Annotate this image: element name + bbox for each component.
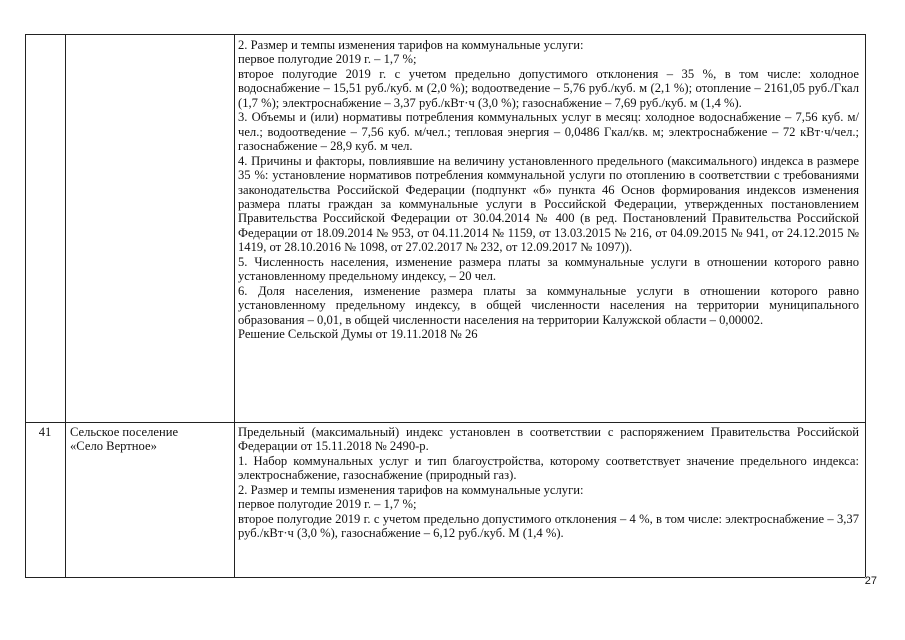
row-divider	[25, 422, 865, 423]
settlement-name-line-1: Сельское поселение	[70, 425, 179, 439]
table-border-top	[25, 34, 865, 35]
paragraph-first-half: первое полугодие 2019 г. – 1,7 %;	[238, 497, 417, 512]
table-border-bottom	[25, 577, 865, 578]
description-cell	[238, 38, 859, 342]
paragraph-population-count: 5. Численность населения, изменение размера платы за коммунальные услуги в отношении которого равно установленному предельному индексу, – 20 чел.	[238, 254, 859, 284]
description-cell	[238, 425, 859, 541]
paragraph-services-set: 1. Набор коммунальных услуг и тип благоустройства, которому соответствует значение предельного индекса: электроснабжение, газоснабжение (природный газ).	[238, 453, 859, 483]
settlement-name-line-2: «Село Вертное»	[70, 439, 157, 454]
settlement-name-cell	[70, 425, 230, 454]
paragraph-reasons: 4. Причины и факторы, повлиявшие на величину установленного предельного (максимального) индекса в размере 35 %: установление нормативов потребления коммунальной услуги по отоплению в соответствии с требованиями законодательства Российской Федерации (подпункт «б» пункта 46 Основ формирования индексов изменения размера платы граждан за коммунальные услуги в Российской Федерации, утвержденных постановлением Правительства Российской Федерации от 30.04.2014 № 400 (в ред. Постановлений Правительства Российской Федерации от 18.09.2014 № 953, от 04.11.2014 № 1159, от 13.03.2015 № 216, от 04.09.2015 № 941, от 24.12.2015 № 1419, от 28.10.2016 № 1098, от 27.02.2017 № 232, от 12.09.2017 № 1097)).	[238, 153, 859, 255]
paragraph-tariff-heading: 2. Размер и темпы изменения тарифов на коммунальные услуги:	[238, 482, 584, 497]
paragraph-decision: Решение Сельской Думы от 19.11.2018 № 26	[238, 327, 478, 342]
document-table	[25, 34, 865, 577]
paragraph-first-half: первое полугодие 2019 г. – 1,7 %;	[238, 52, 417, 67]
paragraph-second-half: второе полугодие 2019 г. с учетом предельно допустимого отклонения – 35 %, в том числе: холодное водоснабжение – 15,51 руб./куб. м (2,0 %); водоотведение – 5,76 руб./куб. м (2,1 %); отопление – 2161,05 руб./Гкал (1,7 %); электроснабжение – 3,37 руб./кВт·ч (3,0 %); газоснабжение – 7,69 руб./куб. м (1,4 %).	[238, 66, 859, 110]
table-border-left	[25, 34, 26, 577]
paragraph-second-half: второе полугодие 2019 г. с учетом предельно допустимого отклонения – 4 %, в том числе: электроснабжение – 3,37 руб./кВт·ч (3,0 %), газоснабжение – 6,12 руб./куб. М (1,4 %).	[238, 511, 859, 541]
row-number-cell: 41	[38, 425, 52, 439]
paragraph-consumption-volumes: 3. Объемы и (или) нормативы потребления коммунальных услуг в месяц: холодное водоснабжение – 7,56 куб. м/чел.; водоотведение – 7,56 куб. м/чел.; тепловая энергия – 0,0486 Гкал/кв. м; электроснабжение – 72 кВт·ч/чел.; газоснабжение – 28,9 куб. м чел.	[238, 110, 859, 154]
column-divider-number	[65, 34, 66, 577]
paragraph-population-share: 6. Доля населения, изменение размера платы за коммунальные услуги в отношении которого равно установленному предельному индексу, в общей численности населения на территории муниципального образования – 0,01, в общей численности населения на территории Калужской области – 0,00002.	[238, 283, 859, 327]
table-border-right	[865, 34, 866, 577]
page-number: 27	[864, 575, 877, 587]
column-divider-name	[234, 34, 235, 577]
paragraph-tariff-heading: 2. Размер и темпы изменения тарифов на коммунальные услуги:	[238, 38, 584, 52]
paragraph-index-basis: Предельный (максимальный) индекс установлен в соответствии с распоряжением Правительства Российской Федерации от 15.11.2018 № 2490-р.	[238, 425, 859, 454]
